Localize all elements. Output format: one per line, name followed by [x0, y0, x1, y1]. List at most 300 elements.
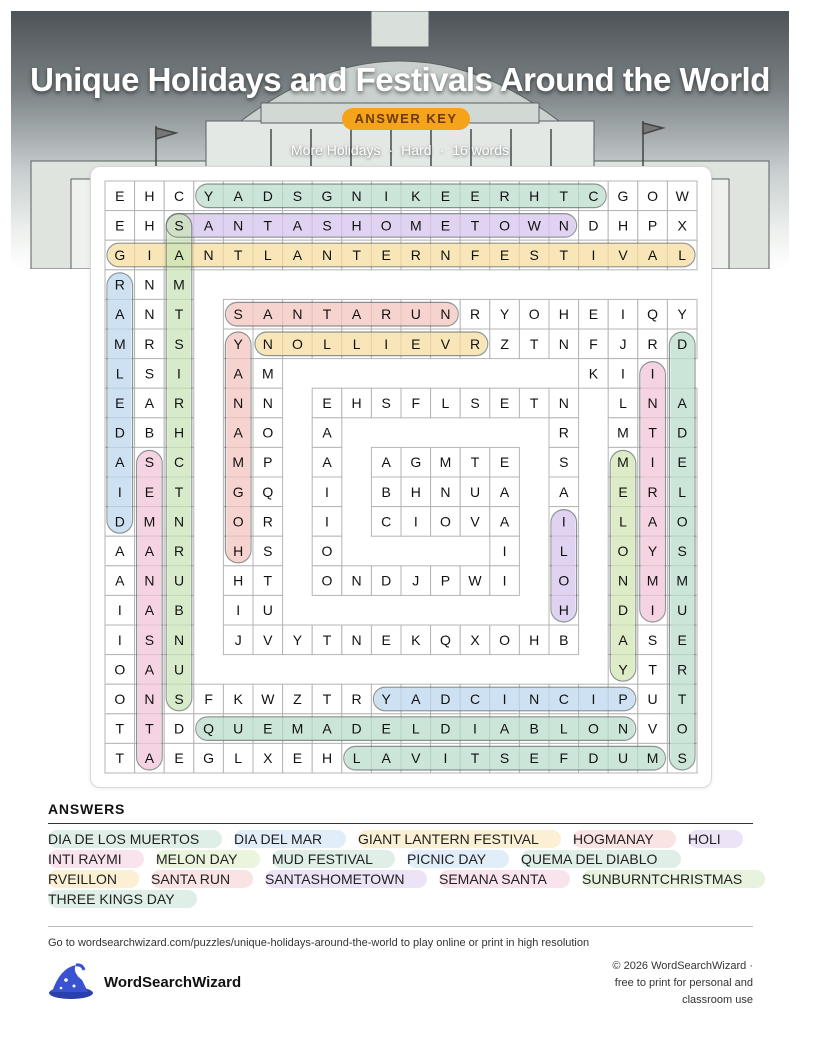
grid-letter: N	[144, 572, 155, 589]
grid-letter: L	[441, 395, 450, 411]
grid-letter: N	[144, 276, 155, 293]
grid-letter: E	[381, 631, 391, 648]
grid-letter: E	[618, 483, 628, 500]
grid-letter: N	[203, 247, 214, 263]
grid-letter: S	[499, 750, 510, 767]
grid-letter: T	[322, 306, 332, 323]
brand-name: WordSearchWizard	[104, 974, 242, 991]
copyright-line: classroom use	[682, 994, 753, 1006]
grid-letter: I	[147, 247, 152, 263]
answer-text: SEMANA SANTA	[439, 871, 547, 887]
grid-letter: A	[233, 365, 243, 382]
grid-letter: E	[499, 395, 510, 411]
grid-letter: O	[499, 631, 511, 648]
grid-letter: O	[321, 543, 333, 559]
answer-word	[48, 870, 117, 888]
grid-letter: M	[617, 454, 629, 471]
grid-letter: Y	[381, 691, 391, 707]
grid-letter: R	[499, 187, 510, 204]
grid-letter: N	[351, 187, 362, 204]
answer-text: MUD FESTIVAL	[272, 851, 373, 867]
grid-letter: R	[558, 424, 569, 441]
grid-letter: W	[675, 187, 689, 204]
grid-letter: S	[263, 543, 273, 559]
grid-letter: A	[292, 217, 303, 234]
grid-letter: U	[410, 306, 421, 323]
grid-letter: R	[647, 483, 658, 500]
grid-letter: R	[381, 306, 392, 323]
grid-letter: P	[647, 217, 658, 234]
grid-letter: W	[468, 572, 482, 589]
word-count-label: 16 words	[452, 142, 509, 158]
grid-letter: O	[321, 572, 333, 589]
grid-letter: F	[589, 335, 598, 352]
grid-letter: T	[529, 395, 539, 411]
grid-letter: D	[440, 691, 451, 707]
grid-letter: K	[411, 631, 421, 648]
grid-letter: V	[440, 335, 451, 352]
grid-letter: A	[381, 454, 391, 471]
grid-letter: B	[529, 720, 539, 737]
grid-letter: I	[384, 335, 389, 352]
grid-letter: I	[650, 602, 655, 619]
grid-letter: G	[203, 750, 215, 767]
grid-letter: I	[117, 631, 122, 648]
grid-letter: U	[173, 661, 185, 678]
grid-letter: F	[204, 691, 213, 707]
grid-letter: N	[173, 631, 185, 648]
grid-cells	[105, 181, 697, 773]
grid-letter: O	[114, 691, 126, 707]
grid-letter: E	[292, 750, 303, 767]
grid-letter: O	[528, 306, 540, 323]
grid-letter: V	[618, 247, 628, 263]
grid-letter: T	[322, 691, 332, 707]
grid-letter: N	[321, 247, 333, 263]
grid-letter: Y	[292, 631, 303, 648]
grid-letter: I	[561, 513, 566, 530]
grid-letter: F	[470, 247, 480, 263]
grid-letter: R	[351, 691, 362, 707]
grid-letter: T	[174, 306, 184, 323]
grid-letter: D	[173, 720, 185, 737]
grid-letter: O	[558, 572, 570, 589]
grid-letter: H	[144, 217, 155, 234]
grid-letter: A	[263, 306, 273, 323]
grid-letter: H	[410, 483, 421, 500]
grid-letter: M	[143, 513, 156, 530]
grid-letter: A	[144, 750, 155, 767]
grid-letter: A	[647, 247, 658, 263]
grid-letter: R	[114, 276, 125, 293]
answer-text: INTI RAYMI	[48, 851, 122, 867]
grid-letter: R	[173, 543, 185, 559]
grid-letter: A	[144, 661, 155, 678]
answer-word	[439, 870, 547, 888]
grid-letter: H	[351, 217, 362, 234]
grid-letter: L	[619, 395, 627, 411]
grid-letter: D	[262, 187, 273, 204]
grid-letter: B	[144, 424, 155, 441]
grid-letter: O	[587, 720, 599, 737]
grid-letter: L	[559, 720, 568, 737]
grid-letter: P	[263, 454, 273, 471]
grid-letter: J	[619, 335, 627, 352]
grid-letter: R	[144, 335, 155, 352]
answer-word	[48, 830, 199, 848]
grid-letter: O	[676, 513, 688, 530]
grid-letter: N	[529, 691, 540, 707]
grid-letter: H	[233, 572, 244, 589]
grid-letter: T	[559, 247, 569, 263]
answer-word	[234, 830, 322, 848]
difficulty-label: Hard	[401, 142, 432, 158]
grid-letter: R	[677, 661, 688, 678]
grid-letter: N	[233, 395, 244, 411]
grid-letter: I	[413, 513, 418, 530]
grid-letter: E	[381, 247, 391, 263]
grid-letter: G	[321, 187, 333, 204]
grid-letter: S	[174, 217, 184, 234]
grid-letter: A	[559, 483, 569, 500]
grid-letter: S	[322, 217, 332, 234]
grid-letter: U	[262, 602, 273, 619]
grid-letter: N	[440, 247, 451, 263]
grid-letter: N	[262, 395, 273, 411]
grid-letter: R	[469, 306, 481, 323]
grid-letter: N	[173, 513, 185, 530]
grid-letter: I	[591, 247, 596, 263]
grid-letter: P	[618, 691, 628, 707]
grid-letter: A	[677, 395, 687, 411]
answer-word	[156, 850, 237, 868]
grid-letter: N	[292, 306, 303, 323]
brand[interactable]	[46, 962, 306, 1002]
grid-letter: A	[322, 454, 332, 471]
grid-letter: Q	[203, 720, 215, 737]
grid-letter: S	[647, 631, 658, 648]
grid-letter: G	[232, 483, 244, 500]
grid-letter: Y	[233, 335, 243, 352]
answer-text: GIANT LANTERN FESTIVAL	[358, 831, 539, 847]
answer-word	[48, 890, 175, 908]
grid-letter: E	[677, 454, 687, 471]
grid-letter: N	[440, 483, 451, 500]
grid-letter: V	[647, 720, 658, 737]
answer-word	[573, 830, 654, 848]
grid-letter: S	[144, 365, 155, 382]
answers-divider	[48, 823, 753, 824]
footer-link[interactable]: Go to wordsearchwizard.com/puzzles/unique-holidays-around-the-world to play online or print in high resolution	[48, 937, 590, 949]
grid-letter: X	[263, 750, 273, 767]
grid-letter: M	[646, 750, 659, 767]
grid-letter: T	[648, 424, 657, 441]
grid-letter: N	[144, 691, 155, 707]
page-title: Unique Holidays and Festivals Around the World	[30, 61, 770, 98]
answer-text: HOGMANAY	[573, 831, 654, 847]
grid-letter: S	[233, 306, 243, 323]
grid-letter: C	[381, 513, 392, 530]
grid-letter: E	[440, 187, 451, 204]
grid-letter: D	[588, 217, 599, 234]
answer-text: PICNIC DAY	[407, 851, 487, 867]
grid-letter: A	[322, 424, 332, 441]
grid-letter: S	[559, 454, 569, 471]
grid-letter: T	[352, 247, 361, 263]
answer-text: THREE KINGS DAY	[48, 891, 175, 907]
grid-letter: N	[558, 395, 569, 411]
grid-letter: A	[115, 306, 125, 323]
grid-letter: X	[470, 631, 480, 648]
grid-letter: H	[144, 187, 155, 204]
grid-letter: H	[351, 395, 362, 411]
grid-letter: T	[648, 661, 657, 678]
grid-letter: W	[261, 691, 275, 707]
grid-letter: W	[527, 217, 541, 234]
grid-letter: D	[381, 572, 392, 589]
grid-letter: L	[678, 247, 687, 263]
grid-letter: E	[499, 247, 510, 263]
grid-letter: Y	[499, 306, 510, 323]
grid-letter: I	[177, 365, 181, 382]
grid-letter: A	[174, 247, 184, 263]
grid-letter: H	[617, 217, 629, 234]
grid-letter: T	[559, 187, 569, 204]
grid-letter: L	[234, 750, 243, 767]
grid-letter: R	[262, 513, 273, 530]
grid-letter: E	[677, 631, 687, 648]
grid-letter: A	[499, 483, 510, 500]
grid-letter: O	[439, 513, 451, 530]
grid-letter: N	[351, 631, 362, 648]
grid-letter: T	[470, 750, 480, 767]
grid-letter: H	[558, 306, 569, 323]
grid-letter: A	[203, 217, 214, 234]
answer-word	[582, 870, 742, 888]
grid-letter: H	[529, 631, 540, 648]
grid-letter: H	[558, 602, 569, 619]
grid-letter: H	[173, 424, 185, 441]
puzzle-meta: More Holidays · Hard · 16 words	[291, 142, 509, 158]
grid-letter: O	[232, 513, 244, 530]
grid-letter: I	[384, 187, 389, 204]
footer-divider	[48, 926, 753, 927]
grid-letter: Q	[262, 483, 274, 500]
grid-letter: I	[650, 365, 655, 382]
answer-word	[407, 850, 486, 868]
grid-letter: D	[588, 750, 599, 767]
grid-letter: Y	[677, 306, 687, 323]
grid-letter: E	[322, 395, 332, 411]
answer-word	[151, 870, 230, 888]
grid-letter: H	[233, 543, 244, 559]
grid-letter: I	[473, 720, 477, 737]
grid-letter: O	[114, 661, 126, 678]
grid-letter: G	[617, 187, 629, 204]
grid-letter: B	[559, 631, 569, 648]
grid-letter: P	[440, 572, 451, 589]
grid-letter: I	[650, 454, 655, 471]
grid-letter: I	[325, 513, 329, 530]
grid-letter: L	[352, 335, 361, 352]
puzzle-card	[90, 166, 712, 788]
grid-letter: E	[115, 187, 125, 204]
answer-word	[265, 870, 405, 888]
grid-letter: K	[411, 187, 421, 204]
grid-letter: S	[677, 543, 687, 559]
grid-letter: A	[144, 602, 155, 619]
grid-letter: N	[558, 217, 569, 234]
grid-letter: E	[529, 750, 539, 767]
grid-letter: R	[469, 335, 481, 352]
grid-letter: Y	[203, 187, 214, 204]
grid-letter: T	[233, 247, 243, 263]
grid-letter: D	[114, 424, 125, 441]
grid-letter: S	[144, 631, 155, 648]
grid-letter: L	[323, 335, 331, 352]
grid-letter: A	[647, 513, 658, 530]
grid-letter: S	[174, 691, 184, 707]
grid-letter: M	[291, 720, 304, 737]
answer-word	[521, 850, 657, 868]
grid-letter: J	[412, 572, 420, 589]
grid-letter: N	[558, 335, 569, 352]
grid-letter: T	[322, 631, 332, 648]
grid-letter: A	[144, 395, 155, 411]
copyright	[553, 958, 753, 1009]
grid-letter: N	[617, 720, 629, 737]
grid-letter: M	[617, 424, 629, 441]
copyright-line: free to print for personal and	[614, 977, 753, 989]
grid-letter: T	[263, 572, 273, 589]
grid-letter: T	[174, 483, 184, 500]
grid-letter: J	[234, 631, 242, 648]
grid-letter: L	[115, 365, 124, 382]
grid-letter: M	[676, 572, 689, 589]
grid-letter: U	[647, 691, 658, 707]
grid-letter: F	[559, 750, 569, 767]
answer-word	[272, 850, 373, 868]
grid-letter: U	[173, 572, 185, 589]
grid-letter: E	[588, 306, 599, 323]
grid-letter: I	[621, 365, 625, 382]
grid-letter: V	[411, 750, 421, 767]
grid-letter: D	[351, 720, 362, 737]
grid-letter: U	[233, 720, 244, 737]
grid-letter: T	[470, 217, 480, 234]
grid-letter: N	[262, 335, 273, 352]
grid-letter: T	[115, 720, 125, 737]
answer-text: MELON DAY	[156, 851, 238, 867]
grid-letter: M	[113, 335, 126, 352]
grid-letter: O	[647, 187, 659, 204]
grid-letter: N	[233, 217, 244, 234]
grid-letter: I	[591, 691, 596, 707]
grid-letter: S	[529, 247, 539, 263]
grid-letter: D	[617, 602, 629, 619]
grid-letter: R	[647, 335, 658, 352]
answer-text: RVEILLON	[48, 871, 117, 887]
grid-letter: D	[677, 335, 688, 352]
word-search-grid[interactable]	[91, 167, 711, 787]
grid-letter: D	[677, 424, 688, 441]
grid-letter: A	[411, 691, 421, 707]
grid-letter: E	[115, 395, 125, 411]
grid-letter: A	[115, 454, 125, 471]
grid-letter: I	[117, 483, 122, 500]
grid-letter: D	[114, 513, 125, 530]
grid-letter: A	[144, 543, 155, 559]
grid-letter: F	[411, 395, 421, 411]
grid-letter: S	[174, 335, 184, 352]
grid-letter: D	[440, 720, 451, 737]
grid-letter: O	[262, 424, 274, 441]
grid-letter: Z	[293, 691, 302, 707]
grid-letter: I	[117, 602, 122, 619]
grid-letter: A	[322, 720, 332, 737]
grid-letter: S	[470, 395, 480, 411]
grid-letter: B	[174, 602, 184, 619]
grid-letter: C	[469, 691, 481, 707]
grid-letter: A	[292, 247, 303, 263]
grid-letter: G	[114, 247, 126, 263]
grid-letter: X	[677, 217, 687, 234]
grid-letter: C	[588, 187, 599, 204]
grid-letter: S	[381, 395, 391, 411]
grid-letter: M	[646, 572, 659, 589]
grid-letter: A	[115, 572, 125, 589]
answer-word	[688, 830, 721, 848]
grid-letter: A	[381, 750, 391, 767]
answer-text: DIA DEL MAR	[234, 831, 323, 847]
grid-letter: I	[236, 602, 241, 619]
grid-letter: E	[440, 217, 451, 234]
grid-letter: Z	[500, 335, 509, 352]
answer-word	[358, 830, 539, 848]
grid-letter: E	[263, 720, 273, 737]
grid-letter: A	[233, 424, 243, 441]
grid-letter: O	[291, 335, 303, 352]
grid-letter: U	[469, 483, 481, 500]
grid-letter: A	[499, 720, 510, 737]
grid-letter: A	[233, 187, 243, 204]
grid-letter: T	[677, 691, 687, 707]
grid-letter: U	[677, 602, 688, 619]
grid-letter: L	[263, 247, 272, 263]
grid-letter: G	[410, 454, 422, 471]
grid-letter: Y	[618, 661, 628, 678]
grid-letter: I	[502, 543, 507, 559]
grid-letter: T	[529, 335, 539, 352]
grid-letter: I	[502, 691, 507, 707]
grid-letter: O	[499, 217, 511, 234]
answer-word	[48, 850, 122, 868]
grid-letter: Y	[647, 543, 658, 559]
grid-letter: A	[115, 543, 125, 559]
grid-letter: L	[678, 483, 687, 500]
grid-letter: M	[261, 365, 274, 382]
grid-letter: L	[411, 720, 420, 737]
grid-letter: L	[559, 543, 568, 559]
grid-letter: A	[351, 306, 362, 323]
grid-letter: N	[144, 306, 155, 323]
grid-letter: M	[439, 454, 452, 471]
grid-letter: A	[618, 631, 628, 648]
grid-letter: T	[115, 750, 125, 767]
grid-letter: E	[411, 335, 421, 352]
grid-letter: E	[470, 187, 480, 204]
grid-letter: V	[470, 513, 480, 530]
